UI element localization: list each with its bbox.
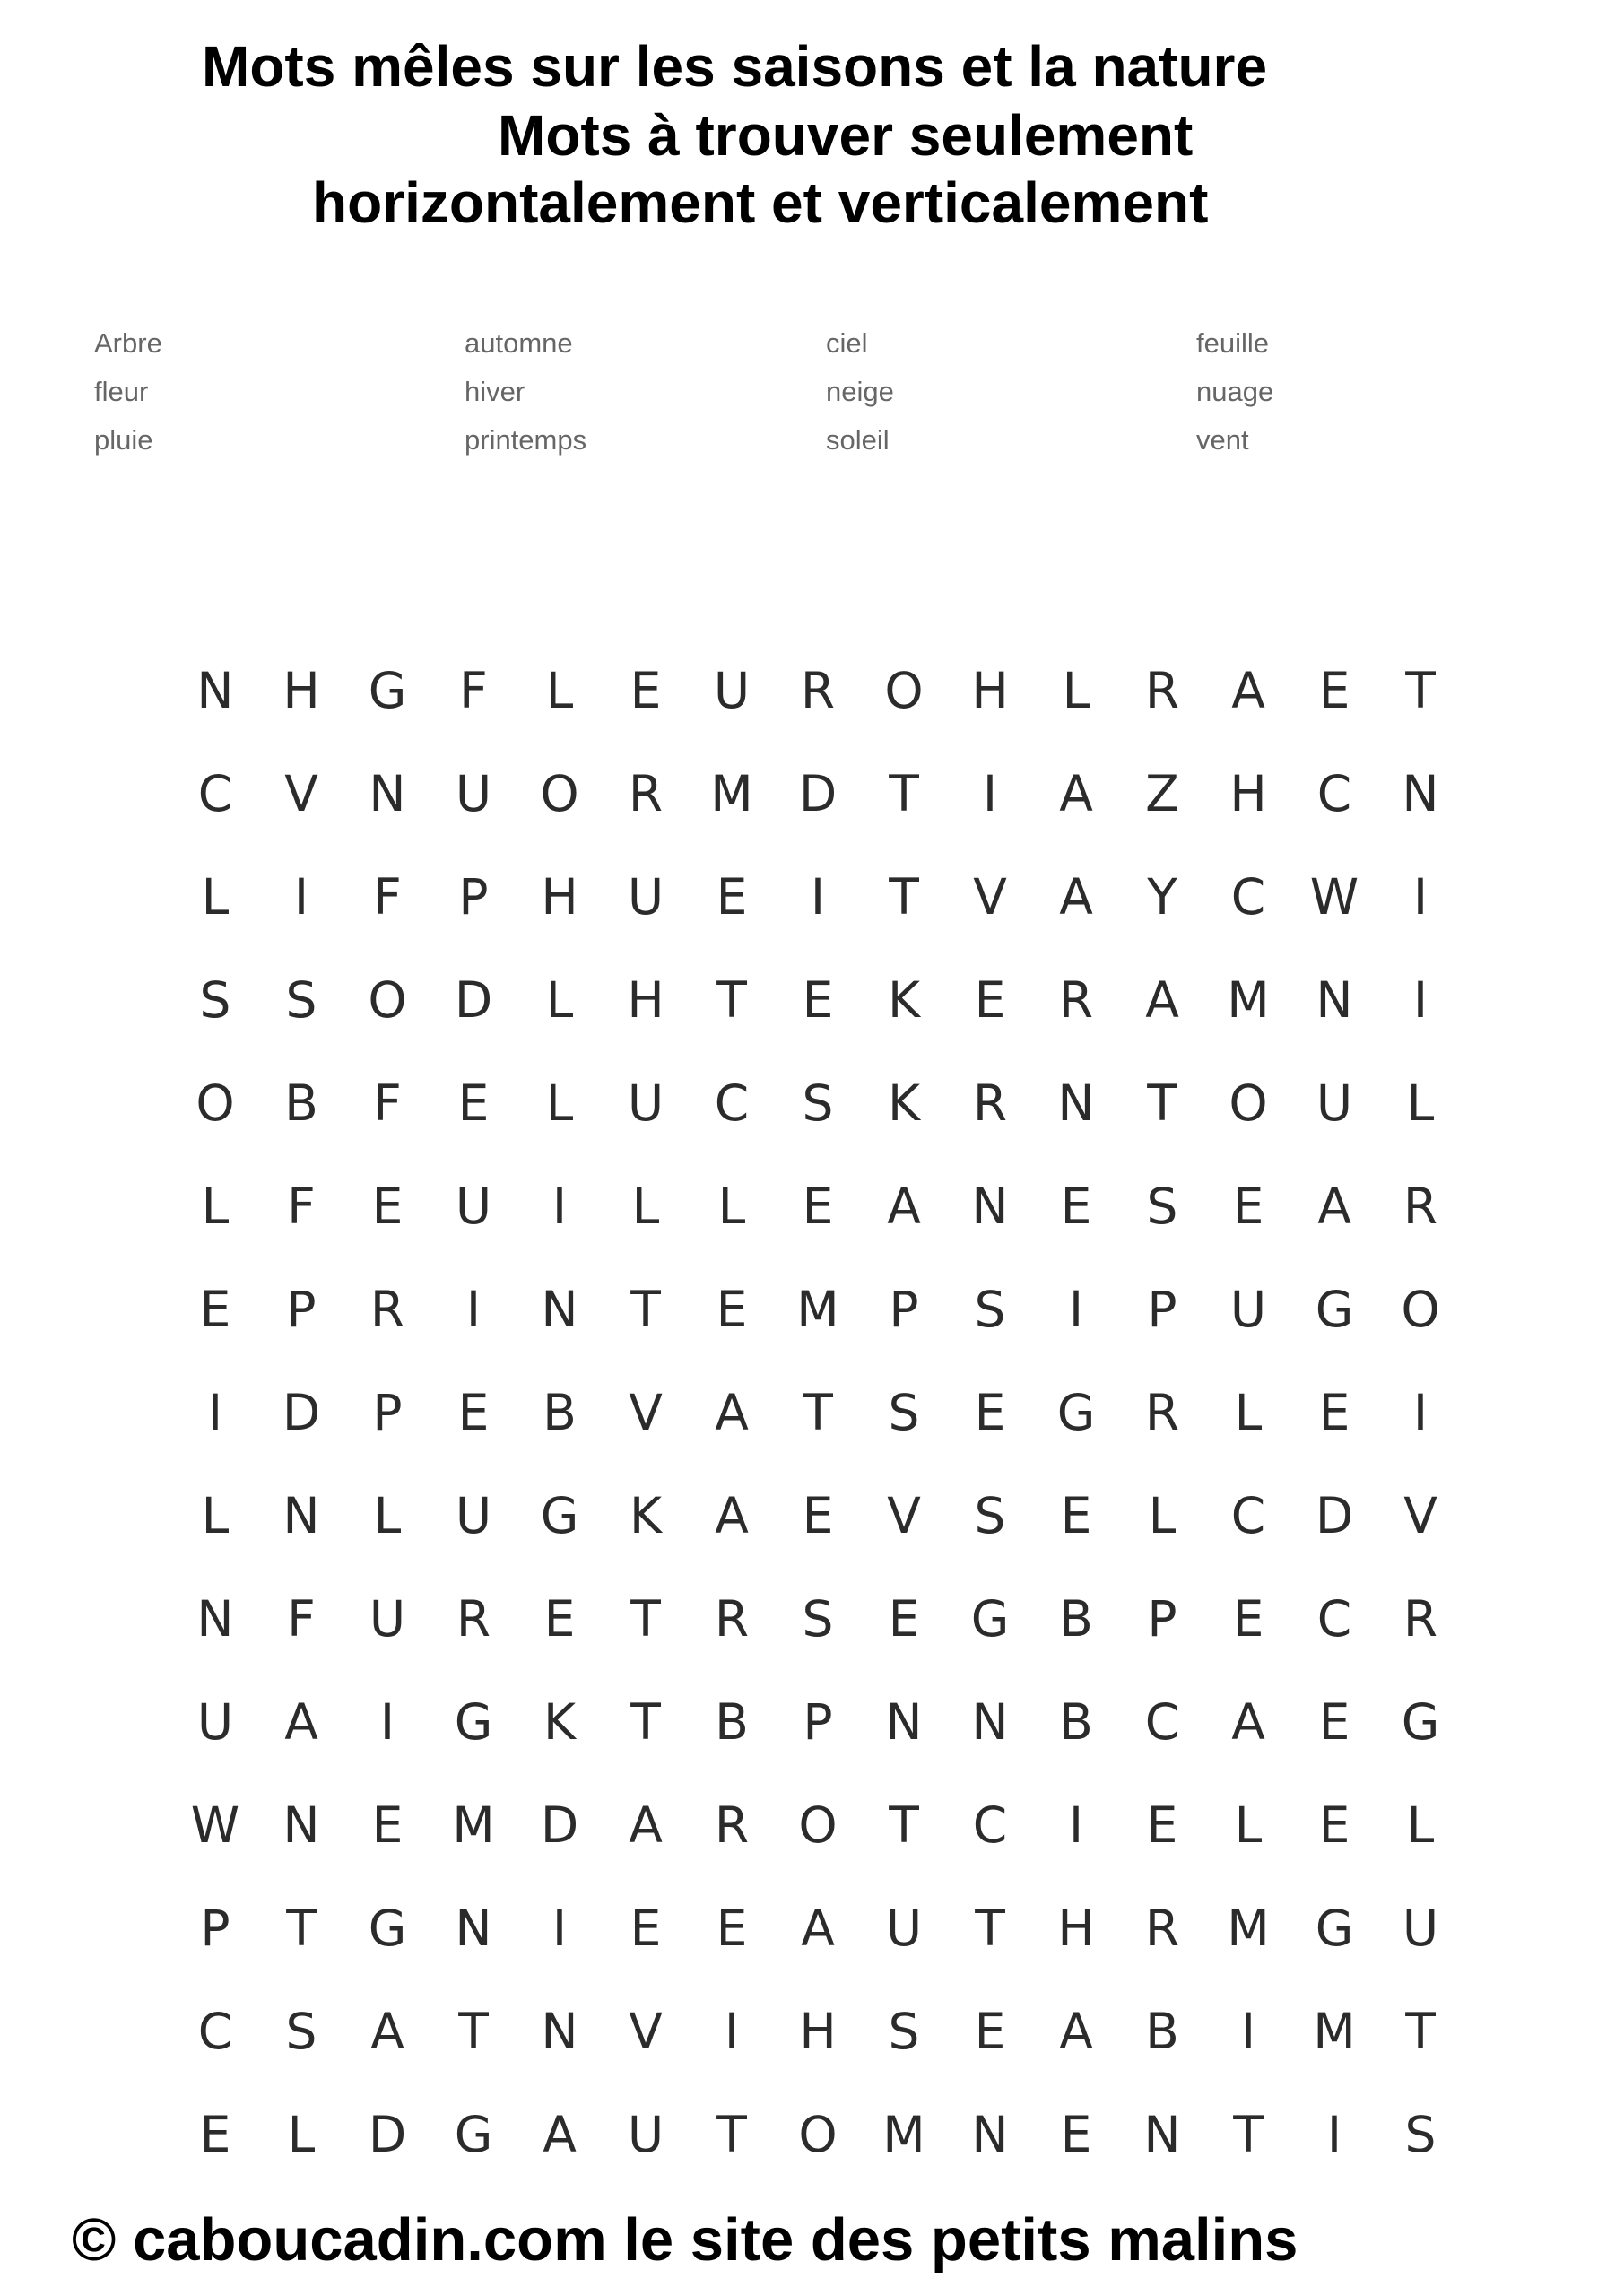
grid-letter[interactable]: S	[802, 1074, 834, 1132]
grid-letter[interactable]: V	[629, 1383, 663, 1441]
grid-letter[interactable]: L	[201, 1486, 230, 1544]
grid-letter[interactable]: H	[971, 661, 1009, 719]
grid-letter[interactable]: F	[459, 661, 488, 719]
grid-letter[interactable]: C	[197, 2002, 233, 2060]
grid-letter[interactable]: R	[1144, 1383, 1180, 1441]
grid-letter[interactable]: N	[1402, 764, 1439, 822]
grid-letter[interactable]: I	[1068, 1796, 1084, 1854]
grid-letter[interactable]: I	[1068, 1280, 1084, 1338]
grid-letter[interactable]: E	[1318, 661, 1350, 719]
grid-letter[interactable]: U	[885, 1899, 923, 1957]
grid-letter[interactable]: T	[1405, 661, 1436, 719]
word-list-item: ciel	[826, 327, 868, 359]
grid-letter[interactable]: T	[889, 1796, 919, 1854]
grid-letter[interactable]: E	[974, 1383, 1006, 1441]
grid-letter[interactable]: G	[368, 1899, 407, 1957]
grid-letter[interactable]: E	[457, 1074, 490, 1132]
grid-letter[interactable]: N	[282, 1796, 320, 1854]
grid-letter[interactable]: R	[628, 764, 664, 822]
grid-letter[interactable]: E	[371, 1177, 404, 1235]
grid-letter[interactable]: E	[199, 1280, 231, 1338]
grid-letter[interactable]: H	[541, 867, 578, 926]
grid-letter[interactable]: K	[629, 1486, 663, 1544]
grid-letter[interactable]: C	[1144, 1692, 1180, 1751]
grid-letter[interactable]: D	[368, 2105, 407, 2163]
word-list-item: Arbre	[94, 327, 162, 359]
grid-letter[interactable]: T	[975, 1899, 1005, 1957]
grid-letter[interactable]: E	[888, 1589, 920, 1648]
grid-letter[interactable]: S	[1146, 1177, 1178, 1235]
grid-letter[interactable]: A	[1317, 1177, 1351, 1235]
grid-letter[interactable]: I	[551, 1899, 568, 1957]
grid-letter[interactable]: G	[1315, 1280, 1354, 1338]
grid-letter[interactable]: E	[1318, 1796, 1350, 1854]
grid-letter[interactable]: L	[545, 661, 574, 719]
grid-letter[interactable]: S	[888, 2002, 920, 2060]
grid-letter[interactable]: T	[716, 2105, 747, 2163]
grid-letter[interactable]: S	[199, 970, 231, 1029]
grid-letter[interactable]: S	[802, 1589, 834, 1648]
word-list-item: printemps	[465, 424, 587, 456]
grid-letter[interactable]: T	[716, 970, 747, 1029]
grid-letter[interactable]: G	[1056, 1383, 1096, 1441]
grid-letter[interactable]: E	[1232, 1589, 1264, 1648]
grid-letter[interactable]: E	[716, 1280, 748, 1338]
grid-letter[interactable]: C	[1230, 1486, 1266, 1544]
grid-letter[interactable]: S	[974, 1280, 1006, 1338]
grid-letter[interactable]: L	[1406, 1796, 1435, 1854]
grid-letter[interactable]: I	[293, 867, 309, 926]
grid-letter[interactable]: H	[1229, 764, 1267, 822]
grid-letter[interactable]: A	[1231, 1692, 1265, 1751]
grid-letter[interactable]: F	[287, 1589, 316, 1648]
grid-letter[interactable]: A	[1059, 764, 1093, 822]
grid-letter[interactable]: S	[974, 1486, 1006, 1544]
grid-letter[interactable]: T	[889, 764, 919, 822]
grid-letter[interactable]: T	[458, 2002, 489, 2060]
grid-letter[interactable]: G	[1315, 1899, 1354, 1957]
grid-letter[interactable]: E	[199, 2105, 231, 2163]
grid-letter[interactable]: P	[200, 1899, 230, 1957]
grid-letter[interactable]: K	[543, 1692, 577, 1751]
word-list-item: nuage	[1196, 376, 1274, 407]
grid-letter[interactable]: A	[715, 1486, 749, 1544]
grid-letter[interactable]: N	[196, 1589, 234, 1648]
grid-letter[interactable]: C	[1316, 1589, 1352, 1648]
grid-letter[interactable]: I	[1326, 2105, 1342, 2163]
grid-letter[interactable]: L	[1234, 1796, 1263, 1854]
grid-letter[interactable]: E	[1318, 1692, 1350, 1751]
word-list-item: vent	[1196, 424, 1249, 456]
grid-letter[interactable]: R	[1058, 970, 1094, 1029]
grid-letter[interactable]: N	[455, 1899, 492, 1957]
page-title-line-2: Mots à trouver seulement	[498, 103, 1194, 168]
grid-letter[interactable]: E	[1146, 1796, 1178, 1854]
grid-letter[interactable]: I	[982, 764, 998, 822]
grid-letter[interactable]: S	[888, 1383, 920, 1441]
grid-letter[interactable]: N	[885, 1692, 923, 1751]
grid-letter[interactable]: E	[1318, 1383, 1350, 1441]
grid-letter[interactable]: V	[973, 867, 1007, 926]
grid-letter[interactable]: L	[631, 1177, 660, 1235]
grid-letter[interactable]: U	[196, 1692, 234, 1751]
grid-letter[interactable]: E	[371, 1796, 404, 1854]
grid-letter[interactable]: N	[541, 1280, 578, 1338]
grid-letter[interactable]: P	[372, 1383, 403, 1441]
grid-letter[interactable]: E	[457, 1383, 490, 1441]
grid-letter[interactable]: G	[1401, 1692, 1440, 1751]
grid-letter[interactable]: N	[971, 1177, 1009, 1235]
grid-letter[interactable]: R	[1144, 1899, 1180, 1957]
grid-letter[interactable]: O	[540, 764, 579, 822]
grid-letter[interactable]: G	[454, 2105, 493, 2163]
grid-letter[interactable]: E	[802, 1486, 834, 1544]
grid-letter[interactable]: D	[540, 1796, 579, 1854]
grid-letter[interactable]: E	[630, 661, 662, 719]
grid-letter[interactable]: L	[1062, 661, 1090, 719]
grid-letter[interactable]: A	[801, 1899, 835, 1957]
grid-letter[interactable]: G	[540, 1486, 579, 1544]
grid-letter[interactable]: W	[1309, 867, 1359, 926]
grid-letter[interactable]: L	[287, 2105, 316, 2163]
grid-letter[interactable]: R	[714, 1589, 750, 1648]
grid-letter[interactable]: I	[207, 1383, 223, 1441]
grid-letter[interactable]: P	[458, 867, 489, 926]
grid-letter[interactable]: D	[798, 764, 838, 822]
grid-letter[interactable]: A	[543, 2105, 577, 2163]
grid-letter[interactable]: T	[1147, 1074, 1177, 1132]
grid-letter[interactable]: V	[1403, 1486, 1437, 1544]
grid-letter[interactable]: H	[1057, 1899, 1095, 1957]
grid-letter[interactable]: L	[201, 1177, 230, 1235]
grid-letter[interactable]: P	[286, 1280, 317, 1338]
letter-grid	[172, 639, 1463, 2186]
grid-letter[interactable]: K	[887, 970, 921, 1029]
grid-letter[interactable]: I	[1240, 2002, 1256, 2060]
grid-letter[interactable]: R	[456, 1589, 491, 1648]
grid-letter[interactable]: C	[197, 764, 233, 822]
grid-letter[interactable]: U	[1316, 1074, 1353, 1132]
grid-letter[interactable]: E	[630, 1899, 662, 1957]
grid-letter[interactable]: A	[715, 1383, 749, 1441]
grid-letter[interactable]: M	[1313, 2002, 1356, 2060]
grid-letter[interactable]: M	[796, 1280, 839, 1338]
grid-letter[interactable]: V	[284, 764, 318, 822]
page-title-line-3: horizontalement et verticalement	[312, 170, 1209, 235]
grid-letter[interactable]: E	[1232, 1177, 1264, 1235]
grid-letter[interactable]: R	[1144, 661, 1180, 719]
grid-letter[interactable]: O	[884, 661, 924, 719]
grid-letter[interactable]: R	[714, 1796, 750, 1854]
grid-letter[interactable]: A	[1231, 661, 1265, 719]
grid-letter[interactable]: W	[190, 1796, 240, 1854]
grid-letter[interactable]: L	[1234, 1383, 1263, 1441]
grid-letter[interactable]: I	[810, 867, 826, 926]
grid-letter[interactable]: E	[974, 970, 1006, 1029]
grid-letter[interactable]: N	[1143, 2105, 1181, 2163]
grid-letter[interactable]: B	[1145, 2002, 1179, 2060]
grid-letter[interactable]: N	[196, 661, 234, 719]
grid-letter[interactable]: P	[1147, 1589, 1177, 1648]
grid-letter[interactable]: I	[465, 1280, 482, 1338]
grid-letter[interactable]: A	[629, 1796, 663, 1854]
grid-letter[interactable]: T	[630, 1692, 661, 1751]
grid-letter[interactable]: G	[454, 1692, 493, 1751]
grid-letter[interactable]: N	[282, 1486, 320, 1544]
word-list-item: automne	[465, 327, 573, 359]
grid-letter[interactable]: U	[713, 661, 751, 719]
grid-letter[interactable]: L	[1148, 1486, 1177, 1544]
grid-letter[interactable]: P	[1147, 1280, 1177, 1338]
grid-letter[interactable]: D	[282, 1383, 321, 1441]
grid-letter[interactable]: V	[887, 1486, 921, 1544]
grid-letter[interactable]: Y	[1147, 867, 1177, 926]
grid-letter[interactable]: A	[284, 1692, 318, 1751]
grid-letter[interactable]: D	[454, 970, 493, 1029]
grid-letter[interactable]: O	[1401, 1280, 1440, 1338]
word-list-item: hiver	[465, 376, 525, 407]
grid-letter[interactable]: T	[286, 1899, 317, 1957]
grid-letter[interactable]: N	[1316, 970, 1353, 1029]
grid-letter[interactable]: M	[882, 2105, 925, 2163]
grid-letter[interactable]: V	[629, 2002, 663, 2060]
grid-letter[interactable]: H	[799, 2002, 837, 2060]
grid-letter[interactable]: U	[455, 764, 492, 822]
grid-letter[interactable]: C	[1230, 867, 1266, 926]
grid-letter[interactable]: A	[1145, 970, 1179, 1029]
grid-letter[interactable]: C	[714, 1074, 750, 1132]
grid-letter[interactable]: H	[627, 970, 664, 1029]
grid-letter[interactable]: E	[802, 1177, 834, 1235]
grid-letter[interactable]: U	[455, 1486, 492, 1544]
grid-letter[interactable]: I	[1412, 867, 1429, 926]
grid-letter[interactable]: T	[803, 1383, 833, 1441]
grid-letter[interactable]: D	[1315, 1486, 1354, 1544]
grid-letter[interactable]: L	[1406, 1074, 1435, 1132]
grid-letter[interactable]: T	[630, 1280, 661, 1338]
grid-letter[interactable]: A	[1059, 2002, 1093, 2060]
grid-letter[interactable]: O	[798, 1796, 838, 1854]
word-list-item: fleur	[94, 376, 149, 407]
grid-letter[interactable]: B	[1059, 1692, 1093, 1751]
grid-letter[interactable]: N	[541, 2002, 578, 2060]
grid-letter[interactable]: I	[379, 1692, 395, 1751]
grid-letter[interactable]: L	[201, 867, 230, 926]
grid-letter[interactable]: E	[974, 2002, 1006, 2060]
grid-letter[interactable]: P	[889, 1280, 919, 1338]
grid-letter[interactable]: N	[971, 1692, 1009, 1751]
grid-letter[interactable]: U	[1402, 1899, 1439, 1957]
grid-letter[interactable]: T	[1405, 2002, 1436, 2060]
grid-letter[interactable]: S	[285, 2002, 317, 2060]
grid-letter[interactable]: A	[1059, 867, 1093, 926]
grid-letter[interactable]: I	[551, 1177, 568, 1235]
grid-letter[interactable]: M	[452, 1796, 495, 1854]
grid-letter[interactable]: Z	[1145, 764, 1179, 822]
grid-letter[interactable]: U	[369, 1589, 406, 1648]
word-list-item: feuille	[1196, 327, 1269, 359]
grid-letter[interactable]: G	[970, 1589, 1010, 1648]
grid-letter[interactable]: I	[1412, 1383, 1429, 1441]
grid-letter[interactable]: U	[627, 1074, 664, 1132]
grid-letter[interactable]: E	[1060, 1486, 1092, 1544]
grid-letter[interactable]: E	[716, 1899, 748, 1957]
grid-letter[interactable]: H	[282, 661, 320, 719]
grid-letter[interactable]: U	[627, 2105, 664, 2163]
word-list-item: pluie	[94, 424, 153, 456]
grid-letter[interactable]: U	[455, 1177, 492, 1235]
page-title-line-1: Mots mêles sur les saisons et la nature	[202, 34, 1268, 99]
grid-letter[interactable]: T	[889, 867, 919, 926]
word-list-item: neige	[826, 376, 894, 407]
footer-credit: © caboucadin.com le site des petits malins	[72, 2206, 1298, 2274]
grid-letter[interactable]: T	[1233, 2105, 1264, 2163]
grid-letter[interactable]: N	[369, 764, 406, 822]
grid-letter[interactable]: C	[972, 1796, 1008, 1854]
grid-letter[interactable]: B	[543, 1383, 577, 1441]
grid-letter[interactable]: E	[543, 1589, 576, 1648]
grid-letter[interactable]: E	[802, 970, 834, 1029]
grid-letter[interactable]: R	[800, 661, 836, 719]
grid-letter[interactable]: L	[545, 1074, 574, 1132]
grid-letter[interactable]: F	[287, 1177, 316, 1235]
grid-letter[interactable]: T	[630, 1589, 661, 1648]
grid-letter[interactable]: M	[1227, 970, 1270, 1029]
grid-letter[interactable]: B	[715, 1692, 749, 1751]
grid-letter[interactable]: E	[716, 867, 748, 926]
grid-letter[interactable]: K	[887, 1074, 921, 1132]
grid-letter[interactable]: O	[368, 970, 407, 1029]
grid-letter[interactable]: U	[627, 867, 664, 926]
grid-letter[interactable]: B	[284, 1074, 318, 1132]
grid-letter[interactable]: R	[369, 1280, 405, 1338]
grid-letter[interactable]: S	[1404, 2105, 1437, 2163]
grid-letter[interactable]: R	[1403, 1177, 1438, 1235]
word-list-item: soleil	[826, 424, 890, 456]
grid-letter[interactable]: P	[803, 1692, 833, 1751]
grid-letter[interactable]: E	[1060, 2105, 1092, 2163]
grid-letter[interactable]: A	[370, 2002, 404, 2060]
grid-letter[interactable]: N	[1057, 1074, 1095, 1132]
grid-letter[interactable]: B	[1059, 1589, 1093, 1648]
grid-letter[interactable]: L	[717, 1177, 746, 1235]
grid-letter[interactable]: O	[195, 1074, 235, 1132]
grid-letter[interactable]: F	[373, 867, 402, 926]
grid-letter[interactable]: F	[373, 1074, 402, 1132]
grid-letter[interactable]: G	[368, 661, 407, 719]
grid-letter[interactable]: U	[1229, 1280, 1267, 1338]
grid-letter[interactable]: E	[1060, 1177, 1092, 1235]
grid-letter[interactable]: O	[1229, 1074, 1268, 1132]
grid-letter[interactable]: C	[1316, 764, 1352, 822]
grid-letter[interactable]: L	[545, 970, 574, 1029]
grid-letter[interactable]: S	[285, 970, 317, 1029]
grid-letter[interactable]: A	[887, 1177, 921, 1235]
grid-letter[interactable]: M	[1227, 1899, 1270, 1957]
grid-letter[interactable]: L	[373, 1486, 402, 1544]
grid-letter[interactable]: N	[971, 2105, 1009, 2163]
grid-letter[interactable]: I	[1412, 970, 1429, 1029]
grid-letter[interactable]: R	[972, 1074, 1008, 1132]
grid-letter[interactable]: M	[710, 764, 753, 822]
grid-letter[interactable]: I	[724, 2002, 740, 2060]
grid-letter[interactable]: O	[798, 2105, 838, 2163]
grid-letter[interactable]: R	[1403, 1589, 1438, 1648]
